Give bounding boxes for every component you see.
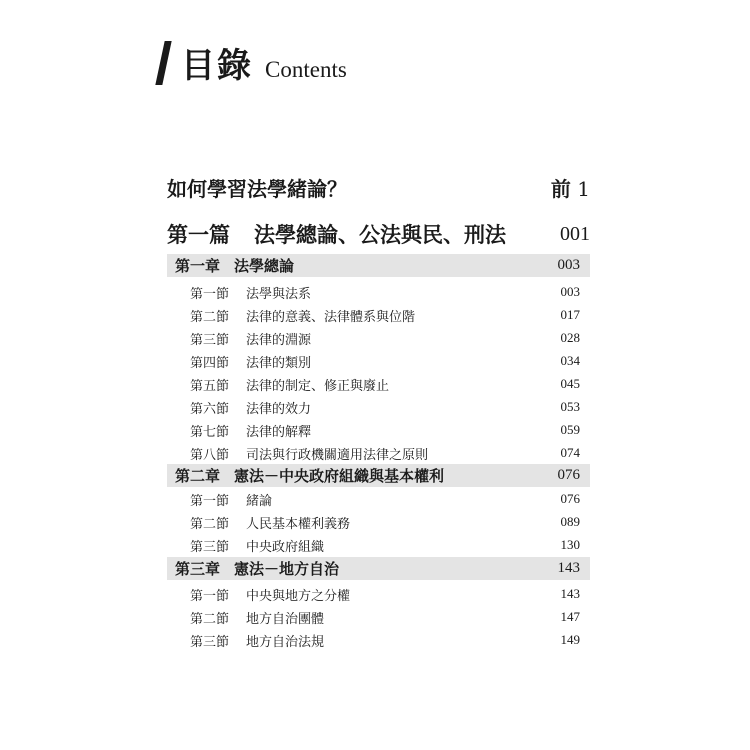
section-heading	[190, 585, 350, 604]
intro-entry[interactable]	[167, 172, 590, 202]
part-entry[interactable]	[167, 218, 590, 250]
chapter-heading	[175, 465, 444, 486]
chapter-heading	[175, 255, 294, 276]
section-heading	[190, 398, 311, 417]
section-entry[interactable]	[190, 534, 580, 556]
section-title: 中央政府組織	[246, 539, 325, 555]
section-entry[interactable]	[190, 327, 580, 349]
section-label: 第一節	[190, 588, 230, 604]
section-label: 第二節	[190, 611, 230, 627]
toc-title: 目錄	[181, 46, 253, 86]
section-heading	[190, 306, 415, 325]
section-entry[interactable]	[190, 488, 580, 510]
section-entry[interactable]	[190, 606, 580, 628]
section-page: 059	[560, 422, 580, 437]
section-title: 司法與行政機關適用法律之原則	[246, 447, 429, 463]
section-label: 第二節	[190, 309, 230, 325]
toc-heading	[160, 38, 347, 87]
part-label: 第一篇	[167, 222, 230, 247]
section-label: 第四節	[190, 355, 230, 371]
section-page: 003	[560, 284, 580, 299]
section-label: 第三節	[190, 332, 230, 348]
section-heading	[190, 329, 311, 348]
section-title: 法學與法系	[246, 286, 312, 302]
section-page: 017	[560, 307, 580, 322]
part-heading	[167, 219, 506, 249]
section-page: 089	[560, 514, 580, 529]
chapter-entry[interactable]	[167, 557, 590, 580]
section-label: 第六節	[190, 401, 230, 417]
section-entry[interactable]	[190, 419, 580, 441]
section-label: 第五節	[190, 378, 230, 394]
intro-page-number: 1	[577, 176, 590, 201]
section-label: 第一節	[190, 286, 230, 302]
slash-mark	[155, 41, 171, 85]
section-title: 地方自治團體	[246, 611, 325, 627]
part-title: 法學總論、公法與民、刑法	[254, 222, 506, 247]
section-page: 130	[560, 537, 580, 552]
section-title: 法律的效力	[246, 401, 312, 417]
section-label: 第七節	[190, 424, 230, 440]
chapter-heading	[175, 558, 339, 579]
section-heading	[190, 283, 311, 302]
section-entry[interactable]	[190, 304, 580, 326]
section-heading	[190, 421, 311, 440]
section-title: 法律的淵源	[246, 332, 312, 348]
section-entry[interactable]	[190, 396, 580, 418]
section-title: 法律的制定、修正與廢止	[246, 378, 390, 394]
intro-title: 如何學習法學緒論？	[167, 176, 347, 201]
section-title: 法律的類別	[246, 355, 312, 371]
chapter-page: 143	[557, 560, 580, 576]
section-label: 第一節	[190, 493, 230, 509]
chapter-label: 第二章	[175, 467, 221, 485]
section-title: 人民基本權利義務	[246, 516, 351, 532]
section-entry[interactable]	[190, 629, 580, 651]
section-entry[interactable]	[190, 281, 580, 303]
section-heading	[190, 513, 350, 532]
section-title: 中央與地方之分權	[246, 588, 351, 604]
chapter-title: 憲法－中央政府組織與基本權利	[234, 467, 445, 485]
section-label: 第二節	[190, 516, 230, 532]
section-label: 第八節	[190, 447, 230, 463]
chapter-entry[interactable]	[167, 464, 590, 487]
section-page: 045	[560, 376, 580, 391]
section-label: 第三節	[190, 539, 230, 555]
section-heading	[190, 490, 272, 509]
section-heading	[190, 608, 324, 627]
section-title: 緒論	[246, 493, 273, 509]
section-label: 第三節	[190, 634, 230, 650]
section-entry[interactable]	[190, 583, 580, 605]
section-heading	[190, 536, 324, 555]
chapter-label: 第一章	[175, 257, 221, 275]
intro-page	[551, 173, 590, 202]
chapter-title: 憲法－地方自治	[234, 560, 340, 578]
section-heading	[190, 444, 428, 463]
section-page: 143	[560, 586, 580, 601]
toc-subtitle: Contents	[265, 57, 347, 82]
section-page: 074	[560, 445, 580, 460]
section-entry[interactable]	[190, 442, 580, 464]
section-title: 法律的解釋	[246, 424, 312, 440]
section-page: 053	[560, 399, 580, 414]
section-page: 076	[560, 491, 580, 506]
section-page: 034	[560, 353, 580, 368]
chapter-page: 003	[557, 257, 580, 273]
section-heading	[190, 631, 324, 650]
section-heading	[190, 375, 389, 394]
section-page: 028	[560, 330, 580, 345]
section-heading	[190, 352, 311, 371]
intro-page-prefix: 前	[550, 176, 571, 201]
section-page: 147	[560, 609, 580, 624]
chapter-entry[interactable]	[167, 254, 590, 277]
chapter-title: 法學總論	[234, 257, 295, 275]
section-entry[interactable]	[190, 350, 580, 372]
chapter-page: 076	[557, 467, 580, 483]
section-page: 149	[560, 632, 580, 647]
chapter-label: 第三章	[175, 560, 221, 578]
part-page: 001	[560, 222, 590, 245]
section-title: 地方自治法規	[246, 634, 325, 650]
section-title: 法律的意義、法律體系與位階	[246, 309, 416, 325]
section-entry[interactable]	[190, 373, 580, 395]
section-entry[interactable]	[190, 511, 580, 533]
